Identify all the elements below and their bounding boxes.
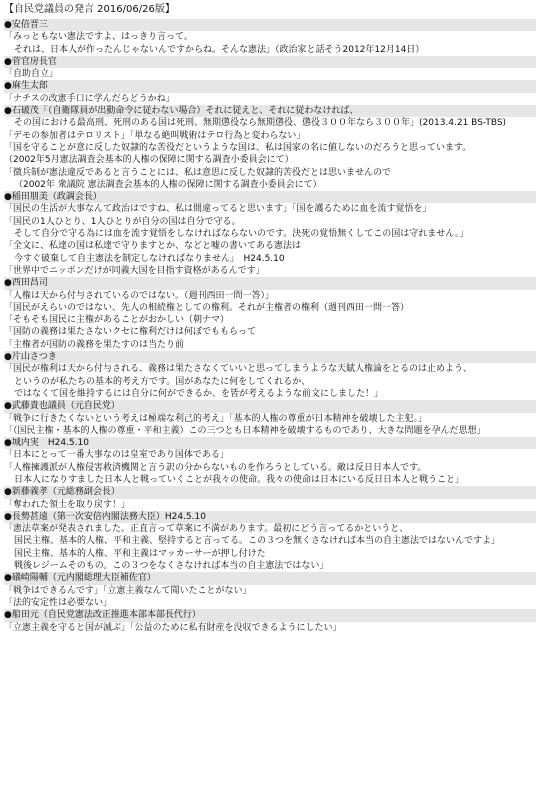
speaker-heading: ●西田昌司 — [4, 277, 536, 289]
quote-line: 「（国民主権・基本的人権の尊重・平和主義）この三つとも日本精神を破壊するものであり、大きな問題を孕んだ思想」 — [4, 425, 486, 436]
quote-line: 「徴兵制が憲法違反であると言うことには、私は意思に反した奴隷的苦役だとは思いませんので — [4, 167, 392, 178]
quote-line: 「立憲主義を守ると国が滅ぶ」「公益のために私有財産を没収できるようにしたい」 — [4, 622, 342, 633]
quote-line: 「全文に、私達の国は私達で守りますとか、などと嘘の書いてある憲法は — [4, 241, 302, 252]
quote-line: （2002年 衆議院 憲法調査会基本的人権の保障に関する調査小委員会にて） — [14, 179, 322, 190]
quote-line: 「主権者が国防の義務を果たすのは当たり前 — [4, 339, 185, 350]
quote-line: というのが私たちの基本的考え方です。国があなたに何をしてくれるか、 — [14, 376, 311, 387]
quote-line: 「国防の義務は果たさないクセに権利だけは何ぼでももらって — [4, 327, 257, 338]
quote-line: 「デモの参加者はテロリスト」「単なる絶叫戦術はテロ行為と変わらない」 — [4, 130, 306, 141]
quote-line: 「国民がえらいのではない、先人の相続権としての権利。それが主権者の権利（週刊西田一問一答） — [4, 302, 410, 313]
speaker-heading: ●稲田朋美（政調会長） — [4, 191, 536, 203]
speaker-heading: ●礒崎陽輔（元内閣総理大臣補佐官） — [4, 572, 536, 584]
quote-line: 「国民が権利は天から付与される、義務は果たさなくていいと思ってしまうような天賦人権論をとるのは止めよう、 — [4, 364, 473, 375]
quote-line: 「国民の1人ひとり、1人ひとりが自分の国は自分で守る。 — [4, 216, 241, 227]
quote-line: 「自助自立」 — [4, 69, 59, 80]
speaker-heading: ●石破茂「（自衛隊員が出動命令に従わない場合）それに従えと、それに従わなければ、 — [4, 105, 536, 117]
quote-line: 「そもそも国民に主権があることがおかしい（朝ナマ） — [4, 315, 230, 326]
quote-line: 「みっともない憲法ですよ、はっきり言って。 — [4, 32, 193, 43]
speaker-heading: ●菅官房長官 — [4, 56, 536, 68]
quote-line: 「国民の生活が大事なんて政治はですね、私は間違ってると思います」「国を護るために血を流す覚悟を」 — [4, 204, 432, 215]
quote-line: それは、日本人が作ったんじゃないんですからね。そんな憲法」（政治家と話そう2012年12月14日） — [14, 44, 425, 55]
quote-line: 「憲法草案が発表されました。正直言って草案に不満があります。最初にどう言ってるかというと、 — [4, 524, 409, 535]
quote-line: （2002年5月憲法調査会基本的人権の保障に関する調査小委員会にて） — [4, 155, 294, 166]
speaker-heading: ●新藤義孝（元総務副会長） — [4, 486, 536, 498]
speaker-heading: ●片山さつき — [4, 351, 536, 363]
quote-line: 「奪われた領土を取り戻す！」 — [4, 499, 131, 510]
speaker-heading: ●麻生太郎 — [4, 80, 536, 92]
quote-line: 今すぐ破棄して自主憲法を制定しなければなりません」 H24.5.10 — [14, 253, 285, 264]
quote-line: 「人権は天から付与されているのではない。（週刊西田一問一答）」 — [4, 290, 275, 301]
quote-line: 「国を守ることが意に反した奴隷的な苦役だというような国は、私は国家の名に値しないのだろうと思っています。 — [4, 142, 472, 153]
quote-line: 「戦争はできるんです」「立憲主義なんて聞いたことがない」 — [4, 585, 252, 596]
quote-list — [4, 19, 536, 634]
document-title: 【自民党議員の発言 2016/06/26版】 — [4, 4, 175, 15]
quote-line: 「日本にとって一番大事なのは皇室であり国体である」 — [4, 450, 229, 461]
speaker-heading: ●安倍晋三 — [4, 19, 536, 31]
quote-line: 「戦争に行きたくないという考えは極端な利己的考え」「基本的人権の尊重が日本精神を破壊した主犯。」 — [4, 413, 428, 424]
quote-line: その国における最高刑、死刑のある国は死刑、無期懲役なら無期懲役、懲役３００年なら３００年」(2013.4.21 BS-TBS) — [14, 118, 507, 129]
speaker-heading: ●城内実 H24.5.10 — [4, 437, 536, 449]
speaker-heading: ●武藤貴也議員（元自民党） — [4, 400, 536, 412]
quote-line: ではなくて国を維持するには自分に何ができるか、を皆が考えるような前文にしました！」 — [14, 388, 384, 399]
quote-line: 国民主権、基本的人権、平和主義はマッカーサーが押し付けた — [14, 548, 266, 559]
speaker-heading: ●長勢甚遠（第一次安倍内閣法務大臣）H24.5.10 — [4, 511, 536, 523]
speaker-heading: ●船田元（自民党憲法改正推進本部本部長代行） — [4, 609, 536, 621]
quote-line: 「人権擁護派が人権侵害救済機関と言う訳の分からないものを作ろうとしている。敵は反日日本人です。 — [4, 462, 427, 473]
quote-line: 「法的安定性は必要ない」 — [4, 597, 113, 608]
quote-line: 「ナチスの改憲手口に学んだらどうかね」 — [4, 93, 175, 104]
quote-line: 戦後レジームそのもの。この３つをなくさなければ本当の自主憲法ではない」 — [14, 561, 329, 572]
quote-line: そして自分で守る為には血を流す覚悟をしなければならないのです。決死の覚悟無くしてこの国は守れません。」 — [14, 229, 469, 240]
quote-line: 国民主権、基本的人権、平和主義、堅持すると言ってる。この３つを無くさなければ本当の自主憲法ではないんですよ」 — [14, 536, 501, 547]
quote-line: 「世界中でニッポンだけが同義大国を目指す資格があるんです」 — [4, 265, 265, 276]
quote-line: 日本人になりすました日本人と戦っていくことが我々の使命。我々の使命は日本にいる反日日本人と戦うこと」 — [14, 474, 465, 485]
